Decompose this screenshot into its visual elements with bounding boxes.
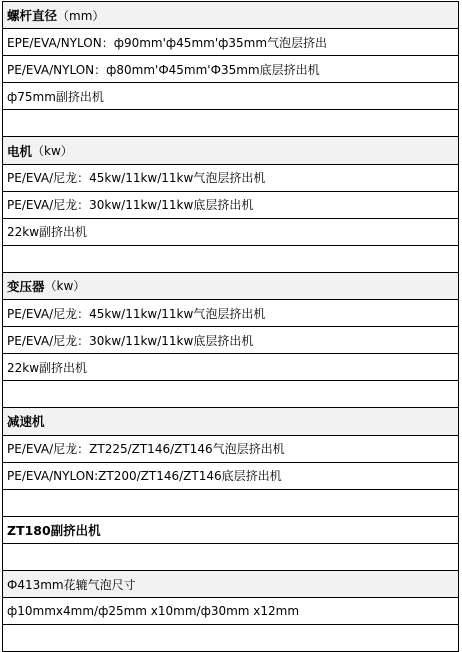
section-unit: （mm） (57, 8, 105, 23)
spec-text: ф75mm副挤出机 (7, 89, 104, 104)
empty-row (2, 490, 459, 517)
spec-text: PE/EVA/尼龙：45kw/11kw/11kw气泡层挤出机 (7, 306, 266, 321)
spec-table (2, 1, 459, 652)
spec-text: PE/EVA/尼龙：30kw/11kw/11kw底层挤出机 (7, 333, 254, 348)
section-title: 变压器 (7, 278, 45, 294)
section-title: 电机 (7, 143, 33, 159)
spec-row (2, 463, 459, 490)
spec-text: PE/EVA/NYLON:ZT200/ZT146/ZT146底层挤出机 (7, 469, 282, 484)
spec-text: 22kw副挤出机 (7, 360, 88, 375)
spec-row (2, 219, 459, 246)
section-header-row (2, 273, 459, 300)
spec-text: 22kw副挤出机 (7, 225, 88, 240)
spec-text: PE/EVA/NYLON：ф80mm'Ф45mm'Ф35mm底层挤出机 (7, 62, 320, 77)
section-title: 减速机 (7, 414, 45, 430)
empty-row (2, 110, 459, 137)
empty-row (2, 246, 459, 273)
spec-row (2, 300, 459, 327)
spec-text: PE/EVA/尼龙：45kw/11kw/11kw气泡层挤出机 (7, 171, 266, 186)
empty-row (2, 544, 459, 571)
section-title: Ф413mm花辘气泡尺寸 (7, 577, 136, 592)
spec-row (2, 354, 459, 381)
spec-text: EPE/EVA/NYLON：ф90mm'ф45mm'ф35mm气泡层挤出 (7, 35, 328, 50)
section-unit: （kw） (44, 279, 86, 294)
spec-row (2, 83, 459, 110)
spec-row (2, 598, 459, 625)
spec-row (2, 165, 459, 192)
empty-row (2, 625, 459, 652)
section-header-row (2, 408, 459, 435)
empty-row (2, 381, 459, 408)
spec-row (2, 436, 459, 463)
spec-row (2, 29, 459, 56)
spec-row (2, 192, 459, 219)
spec-text: PE/EVA/尼龙：30kw/11kw/11kw底层挤出机 (7, 198, 254, 213)
spec-text: PE/EVA/尼龙：ZT225/ZT146/ZT146气泡层挤出机 (7, 442, 285, 457)
section-unit: （kw） (32, 144, 73, 159)
section-title: 螺杆直径 (7, 8, 58, 24)
section-header-row (2, 571, 459, 598)
spec-text: ф10mmx4mm/ф25mm x10mm/ф30mm x12mm (7, 604, 300, 619)
spec-text: ZT180副挤出机 (7, 522, 101, 538)
spec-row (2, 327, 459, 354)
spec-row (2, 56, 459, 83)
section-header-row (2, 2, 459, 29)
section-header-row (2, 137, 459, 164)
spec-row (2, 517, 459, 544)
